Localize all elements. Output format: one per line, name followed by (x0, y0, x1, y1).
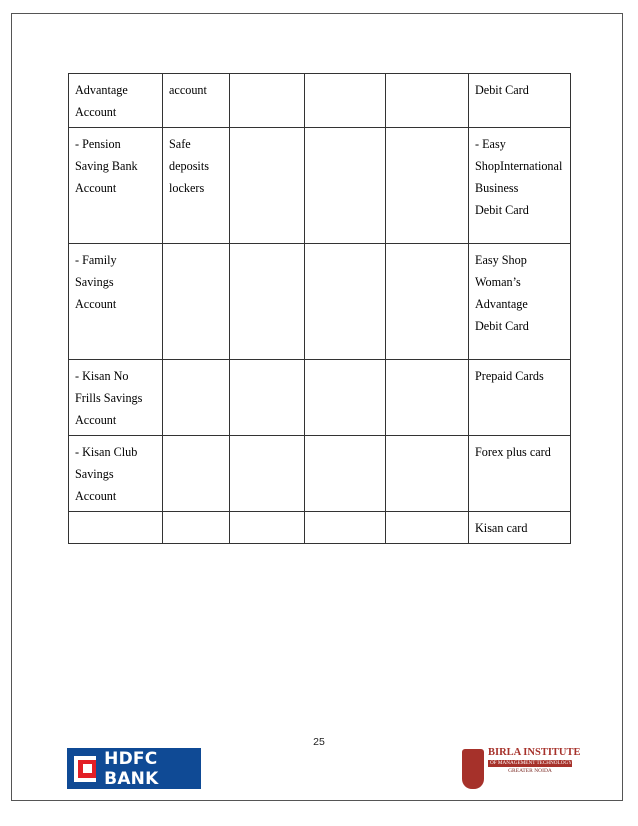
hdfc-logo-icon (74, 756, 96, 782)
table-cell (69, 360, 163, 436)
cell-text: - Kisan Club (75, 445, 138, 459)
table-cell (69, 512, 163, 544)
table-cell (469, 74, 571, 128)
cell-text: Debit Card (475, 203, 529, 217)
table-cell (386, 128, 469, 244)
cell-text: Account (75, 489, 117, 503)
table-row (69, 74, 571, 128)
table-cell (163, 244, 230, 360)
cell-text: Advantage (475, 297, 528, 311)
table-cell (305, 128, 386, 244)
table-cell (305, 74, 386, 128)
birla-crest-icon (462, 749, 484, 789)
table-cell (230, 360, 305, 436)
table-cell (230, 74, 305, 128)
hdfc-logo-text: HDFC BANK (104, 748, 159, 789)
products-table (68, 73, 571, 544)
cell-text: Debit Card (475, 83, 529, 97)
page-number: 25 (313, 736, 325, 748)
cell-text: - Easy (475, 137, 506, 151)
cell-text: Prepaid Cards (475, 369, 544, 383)
cell-text: Savings (75, 467, 114, 481)
table-cell (305, 436, 386, 512)
table-cell (305, 512, 386, 544)
birla-logo-location: GREATER NOIDA (508, 768, 552, 774)
table-cell (386, 360, 469, 436)
table-cell (163, 512, 230, 544)
table-cell (163, 436, 230, 512)
table-cell (69, 436, 163, 512)
cell-text: - Family (75, 253, 117, 267)
cell-text: Forex plus card (475, 445, 551, 459)
cell-text: Account (75, 181, 117, 195)
cell-text: Frills Savings (75, 391, 143, 405)
table-cell (230, 244, 305, 360)
table-cell (69, 244, 163, 360)
cell-text: - Pension (75, 137, 121, 151)
table-cell (469, 436, 571, 512)
cell-text: Business (475, 181, 519, 195)
cell-text: Easy Shop (475, 253, 527, 267)
table-cell (163, 128, 230, 244)
table-row (69, 360, 571, 436)
table-row (69, 436, 571, 512)
birla-institute-logo (462, 745, 581, 791)
table-cell (69, 128, 163, 244)
table-cell (230, 512, 305, 544)
cell-text: Debit Card (475, 319, 529, 333)
table-cell (230, 128, 305, 244)
cell-text: lockers (169, 181, 205, 195)
table-cell (469, 360, 571, 436)
table-row (69, 128, 571, 244)
cell-text: Saving Bank (75, 159, 138, 173)
cell-text: ShopInternational (475, 159, 563, 173)
table-cell (305, 360, 386, 436)
cell-text: Account (75, 297, 117, 311)
table-cell (469, 512, 571, 544)
table-cell (305, 244, 386, 360)
table-cell (230, 436, 305, 512)
cell-text: deposits (169, 159, 209, 173)
birla-logo-subtitle: OF MANAGEMENT TECHNOLOGY (490, 760, 572, 766)
table-cell (69, 74, 163, 128)
table-cell (386, 74, 469, 128)
cell-text: Woman’s (475, 275, 521, 289)
table-row (69, 512, 571, 544)
cell-text: account (169, 83, 207, 97)
hdfc-bank-logo (67, 748, 201, 789)
table-cell (469, 128, 571, 244)
cell-text: - Kisan No (75, 369, 129, 383)
table-cell (163, 74, 230, 128)
table-cell (386, 436, 469, 512)
table-cell (469, 244, 571, 360)
cell-text: Safe (169, 137, 191, 151)
table-cell (163, 360, 230, 436)
table-cell (386, 512, 469, 544)
birla-logo-name: BIRLA INSTITUTE (488, 747, 581, 758)
cell-text: Account (75, 413, 117, 427)
table-row (69, 244, 571, 360)
cell-text: Advantage (75, 83, 128, 97)
cell-text: Kisan card (475, 521, 528, 535)
table-cell (386, 244, 469, 360)
cell-text: Savings (75, 275, 114, 289)
cell-text: Account (75, 105, 117, 119)
